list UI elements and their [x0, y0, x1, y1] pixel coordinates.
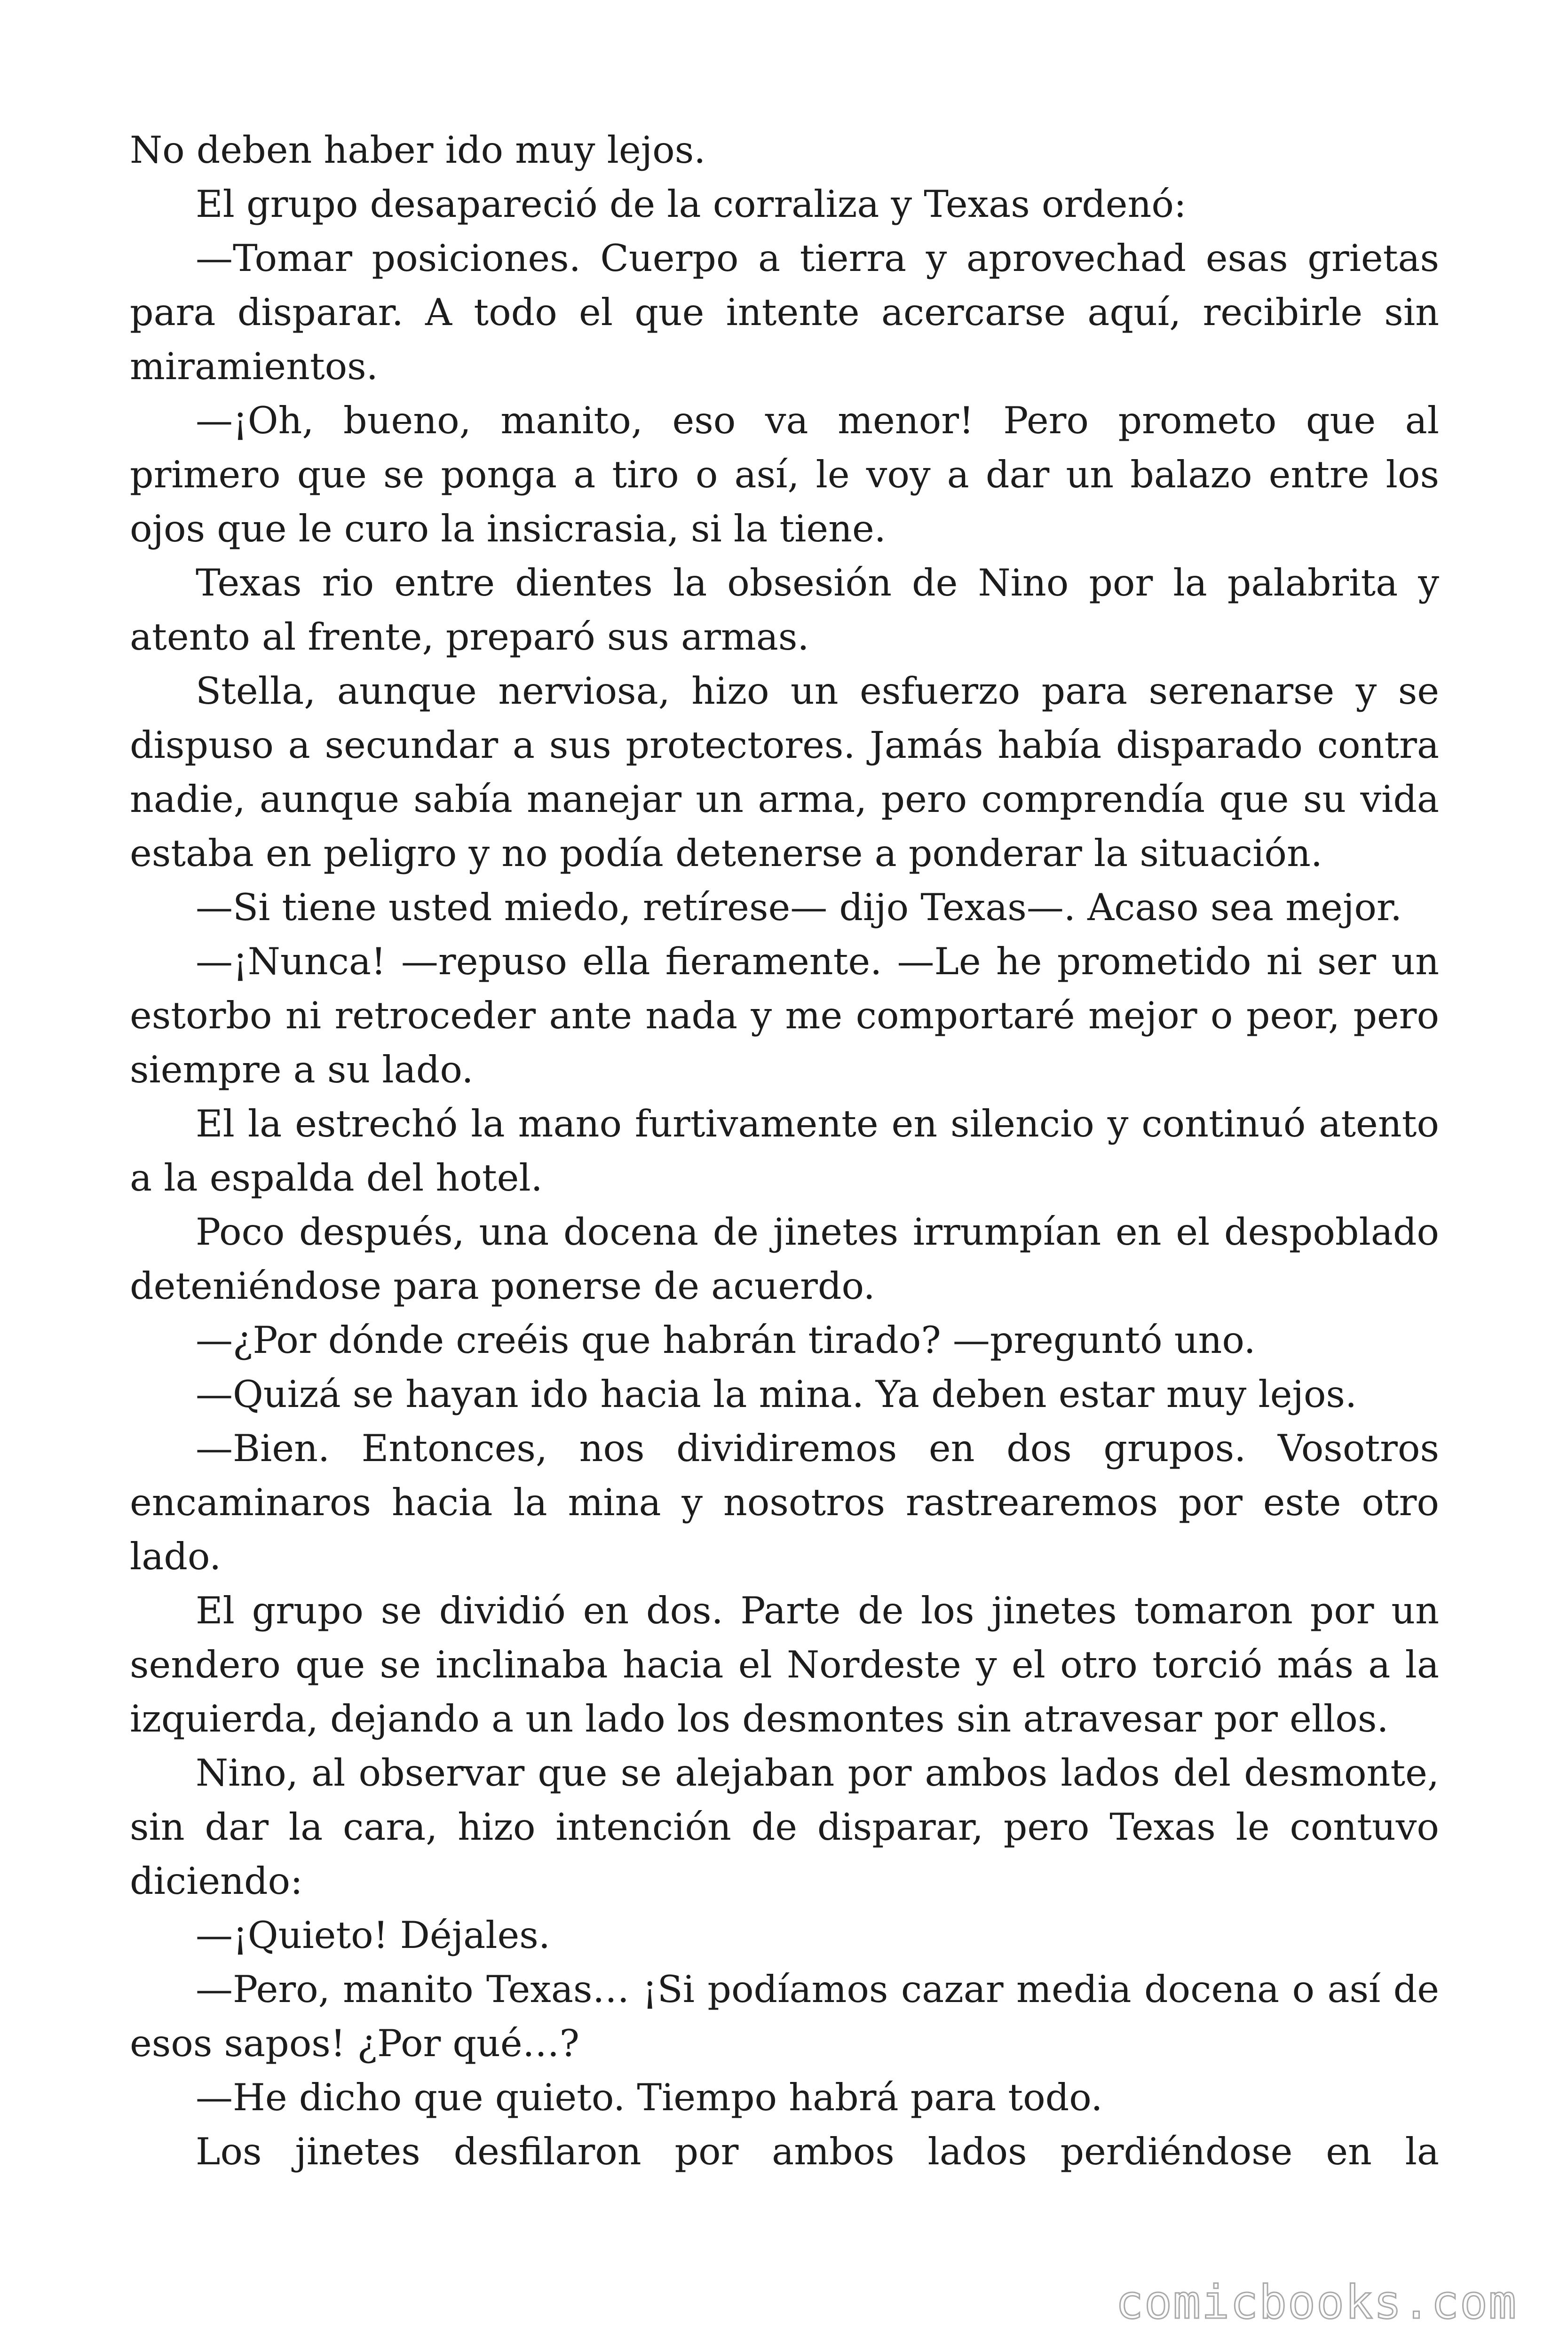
paragraph-10: Poco después, una docena de jinetes irrumpían en el despoblado deteniéndose para ponerse de acuerdo.: [130, 1210, 1439, 1308]
paragraph-18: —He dicho que quieto. Tiempo habrá para todo.: [196, 2076, 1103, 2119]
paragraph-3: —Tomar posiciones. Cuerpo a tierra y aprovechad esas grietas para disparar. A todo el que intente acercarse aquí, recibirle sin miramientos.: [130, 237, 1439, 388]
paragraph-17: —Pero, manito Texas… ¡Si podíamos cazar media docena o así de esos sapos! ¿Por qué…?: [130, 1968, 1439, 2065]
paragraph-4: —¡Oh, bueno, manito, eso va menor! Pero prometo que al primero que se ponga a tiro o así, le voy a dar un balazo entre los ojos que le curo la insicrasia, si la tiene.: [130, 399, 1439, 550]
paragraph-8: —¡Nunca! —repuso ella fieramente. —Le he prometido ni ser un estorbo ni retroceder ante nada y me comportaré mejor o peor, pero siempre a su lado.: [130, 940, 1439, 1091]
paragraph-15: Nino, al observar que se alejaban por ambos lados del desmonte, sin dar la cara, hizo intención de disparar, pero Texas le contuvo diciendo:: [130, 1751, 1439, 1903]
paragraph-1: No deben haber ido muy lejos.: [130, 128, 706, 172]
paragraph-13: —Bien. Entonces, nos dividiremos en dos grupos. Vosotros encaminaros hacia la mina y nosotros rastrearemos por este otro lado.: [130, 1427, 1439, 1578]
paragraph-12: —Quizá se hayan ido hacia la mina. Ya deben estar muy lejos.: [196, 1373, 1357, 1416]
watermark-text: comicbooks.com: [1115, 2276, 1517, 2329]
paragraph-19: Los jinetes desfilaron por ambos lados perdiéndose en la: [196, 2130, 1439, 2173]
paragraph-9: El la estrechó la mano furtivamente en silencio y continuó atento a la espalda del hotel.: [130, 1102, 1439, 1200]
paragraph-14: El grupo se dividió en dos. Parte de los jinetes tomaron por un sendero que se inclinaba hacia el Nordeste y el otro torció más a la izquierda, dejando a un lado los desmontes sin atravesar por ellos.: [130, 1589, 1439, 1740]
paragraph-16: —¡Quieto! Déjales.: [196, 1914, 550, 1957]
paragraph-11: —¿Por dónde creéis que habrán tirado? —preguntó uno.: [196, 1319, 1256, 1362]
paragraph-5: Texas rio entre dientes la obsesión de Nino por la palabrita y atento al frente, preparó sus armas.: [130, 561, 1439, 659]
page-text: [130, 123, 1439, 2179]
paragraph-7: —Si tiene usted miedo, retírese— dijo Texas—. Acaso sea mejor.: [196, 886, 1402, 929]
paragraph-6: Stella, aunque nerviosa, hizo un esfuerzo para serenarse y se dispuso a secundar a sus protectores. Jamás había disparado contra nadie, aunque sabía manejar un arma, pero comprendía que su vida estaba en peligro y no podía detenerse a ponderar la situación.: [130, 669, 1439, 875]
paragraph-2: El grupo desapareció de la corraliza y Texas ordenó:: [196, 183, 1187, 226]
